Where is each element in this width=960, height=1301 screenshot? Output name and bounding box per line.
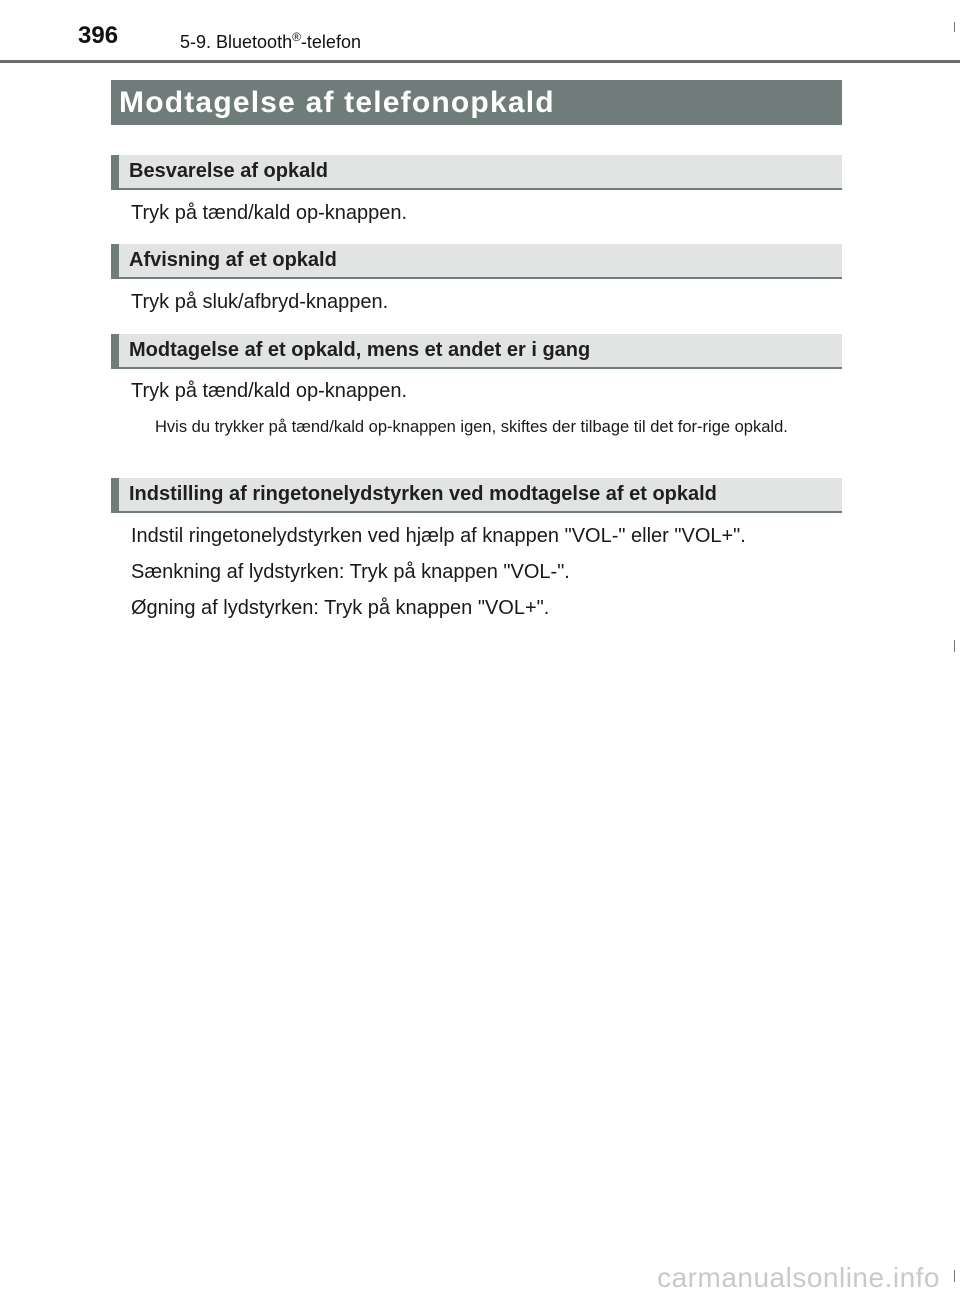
section-heading-answer: Besvarelse af opkald	[111, 155, 842, 190]
crop-mark-top	[954, 22, 955, 32]
section-reference	[180, 30, 361, 53]
crop-mark-bottom	[954, 1270, 955, 1282]
section-body-answer: Tryk på tænd/kald op-knappen.	[131, 202, 408, 224]
watermark: carmanualsonline.info	[657, 1262, 940, 1293]
section-heading-waiting-call: Modtagelse af et opkald, mens et andet er i gang	[111, 334, 842, 369]
section-reference-suffix: -telefon	[300, 32, 361, 52]
header-rule	[0, 60, 960, 63]
crop-mark-mid	[954, 640, 955, 652]
section-body-waiting-call: Tryk på tænd/kald op-knappen.	[131, 380, 408, 402]
section-body-line: Øgning af lydstyrken: Tryk på knappen "VOL+".	[131, 597, 550, 619]
registered-mark: ®	[292, 30, 301, 44]
page-number: 396	[78, 22, 119, 49]
section-body-line: Sænkning af lydstyrken: Tryk på knappen "VOL-".	[131, 561, 570, 583]
section-heading-reject: Afvisning af et opkald	[111, 244, 842, 279]
section-body-line: Indstil ringetonelydstyrken ved hjælp af knappen "VOL-" eller "VOL+".	[131, 525, 746, 547]
section-reference-prefix: 5-9. Bluetooth	[180, 32, 293, 52]
section-body-reject: Tryk på sluk/afbryd-knappen.	[131, 291, 389, 313]
section-heading-ringtone-volume: Indstilling af ringetonelydstyrken ved modtagelse af et opkald	[111, 478, 842, 513]
page-title: Modtagelse af telefonopkald	[111, 80, 842, 125]
section-note-waiting-call: Hvis du trykker på tænd/kald op-knappen igen, skiftes der tilbage til det for-rige opkald.	[155, 418, 788, 436]
